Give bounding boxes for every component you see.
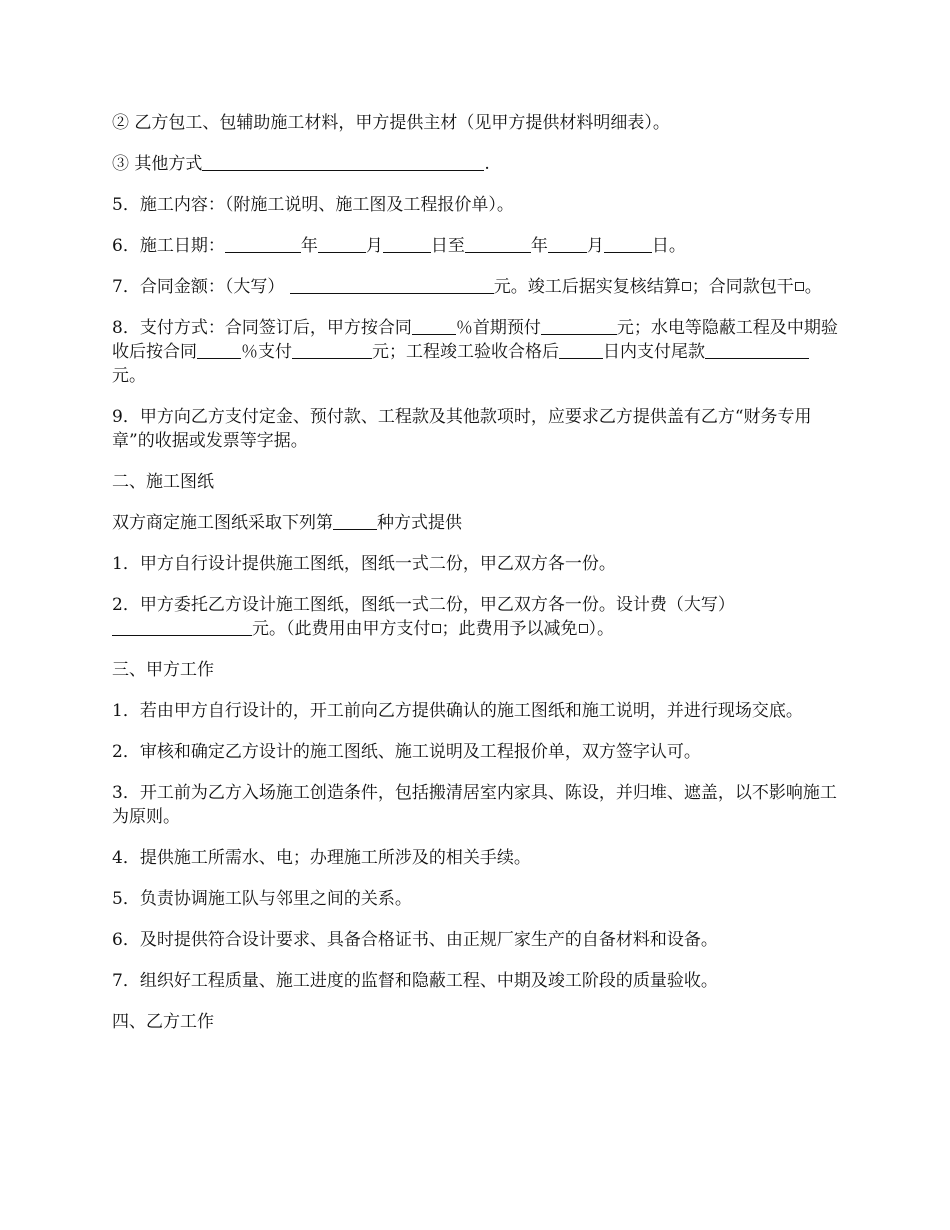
blank-end-year[interactable] (465, 234, 531, 253)
paragraph-contract-amount: 7．合同金额：（大写） 元。竣工后据实复核结算 ；合同款包干 。 (112, 277, 822, 297)
paragraph-payment-receipt: 9．甲方向乙方支付定金、预付款、工程款及其他款项时，应要求乙方提供盖有乙方“财务专用章”的收据或发票等字据。 (112, 407, 812, 451)
blank-first-payment-percent[interactable] (412, 316, 456, 335)
blank-start-year[interactable] (225, 234, 301, 253)
paragraph-party-a-5: 5．负责协调施工队与邻里之间的关系。 (112, 889, 412, 909)
blank-end-day[interactable] (604, 234, 652, 253)
blank-mid-payment-amount[interactable] (292, 340, 372, 359)
section-heading-drawings: 二、施工图纸 (112, 472, 214, 492)
paragraph-construction-date: 6．施工日期： 年 月 日至 年 月 日。 (112, 236, 686, 256)
paragraph-party-a-6: 6．及时提供符合设计要求、具备合格证书、由正规厂家生产的自备材料和设备。 (112, 930, 718, 950)
blank-end-month[interactable] (548, 234, 587, 253)
paragraph-option-3: ③ 其他方式 . (112, 154, 490, 174)
blank-final-payment-days[interactable] (559, 340, 603, 359)
section-heading-party-a: 三、甲方工作 (112, 660, 214, 680)
blank-contract-amount[interactable] (290, 275, 494, 294)
checkbox-fee-waived[interactable] (579, 624, 588, 633)
blank-start-day[interactable] (383, 234, 431, 253)
paragraph-party-a-3: 3．开工前为乙方入场施工创造条件，包括搬清居室内家具、陈设，并归堆、遮盖，以不影响施工为原则。 (112, 783, 837, 827)
paragraph-drawing-option-1: 1．甲方自行设计提供施工图纸，图纸一式二份，甲乙双方各一份。 (112, 554, 616, 574)
paragraph-construction-content: 5．施工内容：（附施工说明、施工图及工程报价单）。 (112, 195, 514, 215)
blank-start-month[interactable] (318, 234, 366, 253)
paragraph-payment-method: 8．支付方式：合同签订后，甲方按合同 ％首期预付 元；水电等隐蔽工程及中期验收后按合同 ％支付 元；工程竣工验收合格后 日内支付尾款元。 (112, 318, 838, 386)
paragraph-drawing-option-2: 2．甲方委托乙方设计施工图纸，图纸一式二份，甲乙双方各一份。设计费（大写）元。（此费用由甲方支付 ；此费用予以减免 ）。 (112, 595, 735, 639)
paragraph-party-a-7: 7．组织好工程质量、施工进度的监督和隐蔽工程、中期及竣工阶段的质量验收。 (112, 971, 718, 991)
paragraph-party-a-1: 1．若由甲方自行设计的，开工前向乙方提供确认的施工图纸和施工说明，并进行现场交底。 (112, 701, 803, 721)
blank-design-fee[interactable] (112, 617, 252, 636)
blank-first-payment-amount[interactable] (541, 316, 617, 335)
document-page (112, 111, 842, 1034)
paragraph-party-a-2: 2．审核和确定乙方设计的施工图纸、施工说明及工程报价单，双方签字认可。 (112, 742, 701, 762)
blank-other-method[interactable] (202, 152, 484, 171)
checkbox-settle-by-actual[interactable] (682, 282, 691, 291)
blank-drawing-method-number[interactable] (333, 511, 377, 530)
blank-final-payment-amount[interactable] (705, 340, 809, 359)
checkbox-fee-paid-by-a[interactable] (432, 624, 441, 633)
section-heading-party-b: 四、乙方工作 (112, 1012, 214, 1032)
paragraph-party-a-4: 4．提供施工所需水、电；办理施工所涉及的相关手续。 (112, 848, 531, 868)
paragraph-drawing-method: 双方商定施工图纸采取下列第 种方式提供 (112, 513, 462, 533)
checkbox-lump-sum[interactable] (795, 282, 804, 291)
paragraph-option-2: ② 乙方包工、包辅助施工材料，甲方提供主材（见甲方提供材料明细表）。 (112, 113, 670, 133)
blank-mid-payment-percent[interactable] (197, 340, 241, 359)
